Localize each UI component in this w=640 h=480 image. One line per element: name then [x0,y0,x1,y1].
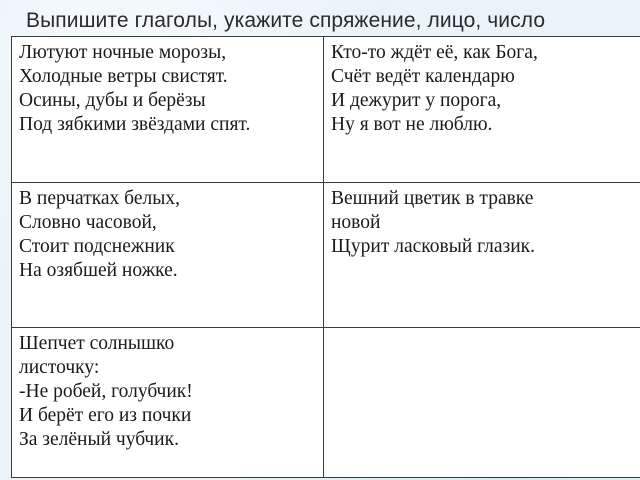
poem-line: новой [331,212,381,233]
poem-line: Словно часовой, [19,212,157,233]
table-row [12,183,640,328]
poem-line: Счёт ведёт календарю [331,66,515,87]
poem-line: На озябшей ножке. [19,260,178,281]
slide-title: Выпишите глаголы, укажите спряжение, лицо, число [26,9,546,32]
poem-line: В перчатках белых, [19,188,180,209]
poem-line: Шепчет солнышко [19,333,175,354]
poem-line: Щурит ласковый глазик. [331,236,536,257]
poem-line: Кто-то ждёт её, как Бога, [331,42,538,63]
table-row [12,37,640,183]
empty-cell [324,328,640,478]
table-row [12,328,640,478]
poem-line: Под зябкими звёздами спят. [19,114,251,135]
poem-table [11,36,640,478]
poem-line: И берёт его из почки [19,405,192,426]
poem-line: Вешний цветик в травке [331,188,534,209]
poem-cell [12,183,324,328]
poem-line: За зелёный чубчик. [19,429,179,450]
poem-line: Ну я вот не люблю. [331,114,493,135]
poem-line: Холодные ветры свистят. [19,66,228,87]
poem-line: Лютуют ночные морозы, [19,42,227,63]
poem-line: И дежурит у порога, [331,90,502,111]
poem-cell [324,37,640,183]
poem-cell [12,37,324,183]
poem-line: -Не робей, голубчик! [19,381,193,402]
poem-line: листочку: [19,357,100,378]
poem-line: Осины, дубы и берёзы [19,90,206,111]
poem-cell [12,328,324,478]
poem-line: Стоит подснежник [19,236,175,257]
poem-cell [324,183,640,328]
